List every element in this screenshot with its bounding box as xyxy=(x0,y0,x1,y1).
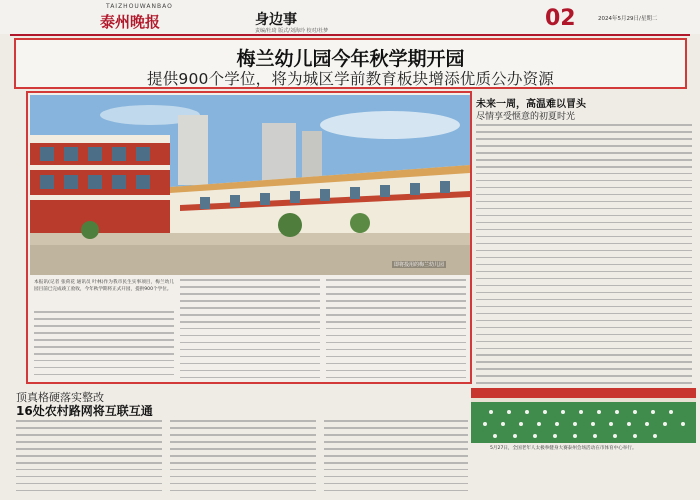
bottom-text-column-3 xyxy=(324,420,468,498)
side-story-title[interactable]: 未来一周，高温难以冒头 xyxy=(476,99,586,110)
kindergarten-illustration xyxy=(30,95,470,275)
dateline: 2024年5月29日/星期二 xyxy=(598,16,658,22)
bottom-text-column-1 xyxy=(16,420,162,498)
taichi-photo xyxy=(471,388,696,443)
lead-intro: 本报讯(记者 张荷花 通讯员 叶林)作为我市民生实事项目，梅兰幼儿园目前已完成竣工验收，今年秋学期将正式开园，提供900个学位。 xyxy=(34,280,174,292)
page-number: 02 xyxy=(545,6,576,31)
taichi-illustration xyxy=(471,388,696,443)
lead-text-column-3 xyxy=(326,279,466,381)
logo-english: TAIZHOUWANBAO xyxy=(106,3,173,10)
newspaper-logo: 泰州晚报 xyxy=(100,13,161,31)
photo-caption: 即将投用的梅兰幼儿园 xyxy=(393,262,444,268)
bottom-text-column-2 xyxy=(170,420,316,498)
lead-headline: 梅兰幼儿园今年秋学期开园 xyxy=(236,48,465,70)
kindergarten-photo xyxy=(30,95,470,275)
side-story-subtitle: 尽情享受惬意的初夏时光 xyxy=(476,112,576,122)
bottom-story-kicker: 顶真格硬落实整改 xyxy=(16,391,104,404)
lead-subhead: 提供900个学位，将为城区学前教育板块增添优质公办资源 xyxy=(147,70,554,88)
section-title: 身边事 xyxy=(255,12,297,28)
lead-headline-box[interactable] xyxy=(14,38,687,89)
masthead xyxy=(0,0,700,34)
lead-text-column-1 xyxy=(34,311,174,381)
bottom-story-title[interactable]: 16处农村路网将互联互通 xyxy=(16,404,153,418)
taichi-caption: 5月27日，全国老年人太极拳健身大赛泰州会场活动在市体育中心举行。 xyxy=(490,446,637,451)
editor-credits: 责编/杜琦 版式/刘海玲 校对/杜梦 xyxy=(255,28,329,34)
masthead-rule xyxy=(10,34,690,36)
side-story-text xyxy=(476,124,692,394)
lead-article[interactable] xyxy=(26,91,472,384)
lead-text-column-2 xyxy=(180,279,320,381)
